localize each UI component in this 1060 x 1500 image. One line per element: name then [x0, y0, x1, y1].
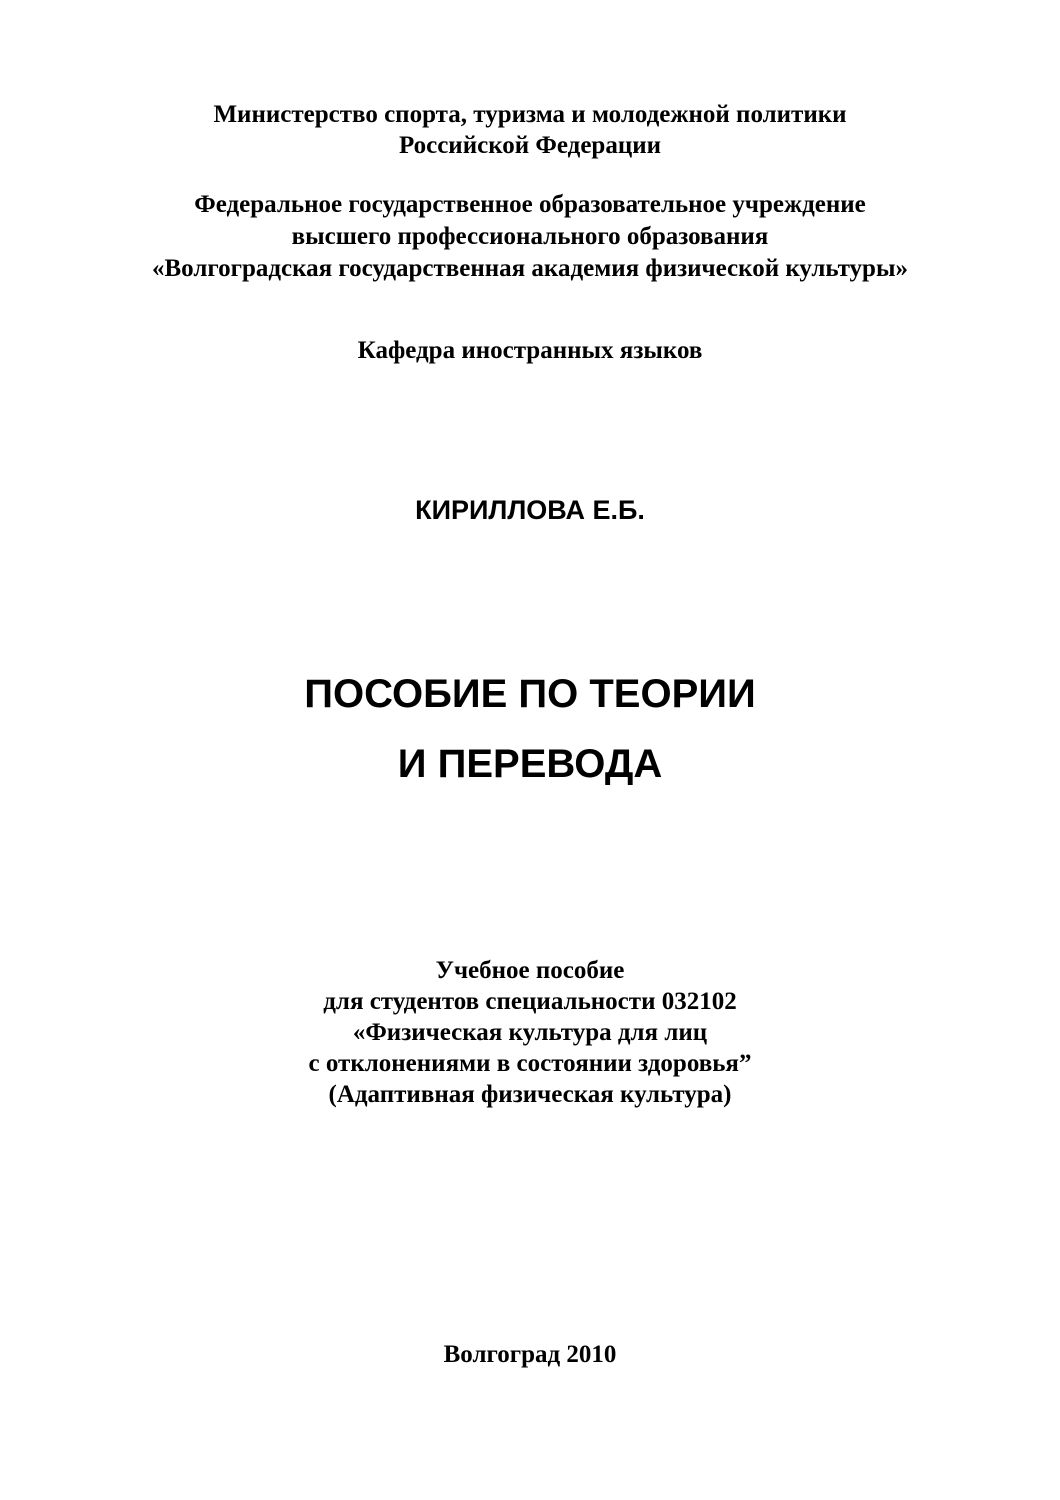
- institution-line-3: «Волгоградская государственная академия физической культуры»: [152, 255, 908, 282]
- description-line-4: с отклонениями в состоянии здоровья”: [308, 1050, 752, 1077]
- description-line-3: «Физическая культура для лиц: [352, 1019, 708, 1046]
- book-title-line-1: ПОСОБИЕ ПО ТЕОРИИ: [304, 672, 756, 716]
- ministry-line-2: Российской Федерации: [398, 132, 662, 159]
- ministry-line-1: Министерство спорта, туризма и молодежной политики: [213, 101, 847, 128]
- description-line-2: для студентов специальности 032102: [323, 988, 737, 1015]
- institution-line-1: Федеральное государственное образовательное учреждение: [194, 191, 866, 218]
- book-title-line-2: И ПЕРЕВОДА: [397, 742, 663, 786]
- department-name: Кафедра иностранных языков: [357, 337, 703, 364]
- city-year: Волгоград 2010: [443, 1341, 617, 1368]
- author-name: КИРИЛЛОВА Е.Б.: [415, 495, 645, 525]
- description-line-1: Учебное пособие: [435, 957, 625, 984]
- institution-line-2: высшего профессионального образования: [291, 223, 769, 250]
- description-line-5: (Адаптивная физическая культура): [328, 1081, 732, 1108]
